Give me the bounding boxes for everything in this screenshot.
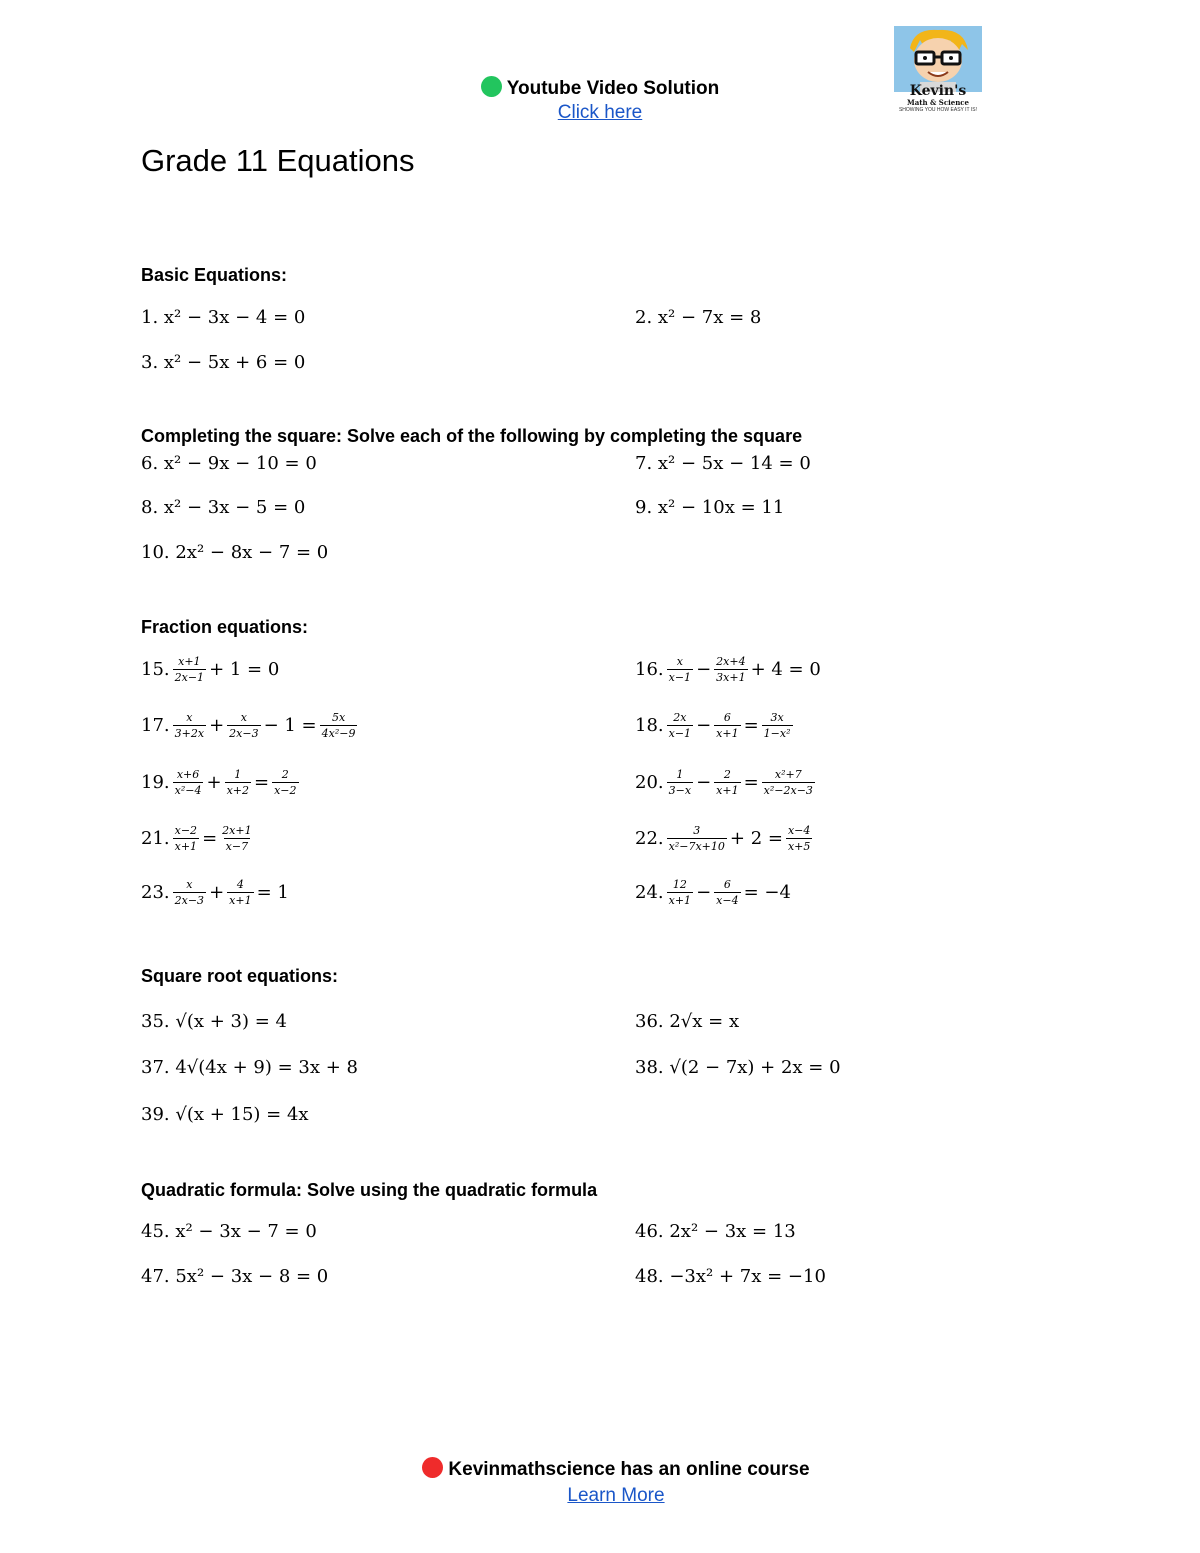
fraction bbox=[714, 879, 740, 906]
equation-16 bbox=[635, 656, 821, 683]
fraction bbox=[714, 769, 740, 796]
fraction bbox=[762, 712, 793, 739]
equation-39: 39. √(x + 15) = 4x bbox=[141, 1104, 309, 1125]
numerator: 2 bbox=[723, 768, 731, 781]
video-solution-line bbox=[0, 76, 1200, 100]
denominator: x+1 bbox=[716, 784, 739, 797]
equation-17 bbox=[141, 712, 360, 739]
numerator: 5x bbox=[331, 711, 346, 724]
denominator: x−1 bbox=[668, 727, 692, 740]
equation-1: 1. x² − 3x − 4 = 0 bbox=[141, 307, 306, 328]
fraction bbox=[173, 769, 204, 796]
equation-8: 8. x² − 3x − 5 = 0 bbox=[141, 497, 306, 518]
operator: − bbox=[696, 881, 712, 903]
learn-more-link[interactable]: Learn More bbox=[567, 1485, 665, 1506]
eq-middle: = bbox=[743, 771, 759, 793]
numerator: 6 bbox=[723, 711, 731, 724]
fraction bbox=[667, 656, 693, 683]
section-sqrt-heading: Square root equations: bbox=[141, 966, 339, 986]
numerator: x bbox=[240, 711, 247, 724]
denominator: x+5 bbox=[787, 840, 811, 853]
denominator: x−4 bbox=[716, 894, 739, 907]
numerator: 2x bbox=[673, 711, 687, 724]
fraction bbox=[227, 712, 260, 739]
denominator: 1−x² bbox=[763, 727, 791, 740]
eq-middle: = bbox=[202, 827, 218, 849]
eq-number: 23. bbox=[141, 881, 170, 903]
eq-middle: − 1 = bbox=[263, 714, 317, 736]
online-course-line bbox=[16, 1457, 1200, 1481]
operator: + bbox=[209, 714, 225, 736]
video-solution-label: Youtube Video Solution bbox=[506, 78, 720, 99]
denominator: x+1 bbox=[229, 894, 252, 907]
denominator: 2x−3 bbox=[229, 727, 259, 740]
eq-number: 24. bbox=[635, 881, 664, 903]
operator: − bbox=[696, 714, 712, 736]
numerator: x bbox=[186, 711, 193, 724]
denominator: x²−7x+10 bbox=[668, 840, 725, 853]
fraction bbox=[320, 712, 358, 739]
section-fraction-heading: Fraction equations: bbox=[141, 617, 309, 637]
equation-18 bbox=[635, 712, 796, 739]
numerator: x bbox=[676, 655, 683, 668]
fraction bbox=[714, 712, 740, 739]
fraction bbox=[786, 825, 812, 852]
numerator: 2 bbox=[281, 768, 289, 781]
denominator: 2x−3 bbox=[174, 894, 205, 907]
fraction bbox=[173, 656, 206, 683]
fraction bbox=[667, 825, 727, 852]
numerator: x−2 bbox=[174, 824, 198, 837]
eq-number: 18. bbox=[635, 714, 664, 736]
numerator: 12 bbox=[672, 878, 687, 891]
equation-7: 7. x² − 5x − 14 = 0 bbox=[635, 453, 811, 474]
eq-rest: + 4 = 0 bbox=[750, 658, 821, 680]
eq-number: 16. bbox=[635, 658, 664, 680]
equation-23 bbox=[141, 879, 289, 906]
numerator: 1 bbox=[234, 768, 242, 781]
denominator: 3−x bbox=[668, 784, 692, 797]
operator: + bbox=[206, 771, 222, 793]
denominator: 4x²−9 bbox=[321, 727, 356, 740]
denominator: x+2 bbox=[226, 784, 249, 797]
section-basic-heading: Basic Equations: bbox=[141, 265, 288, 285]
fraction bbox=[173, 712, 206, 739]
fraction bbox=[173, 879, 206, 906]
eq-rest: + 1 = 0 bbox=[209, 658, 280, 680]
eq-number: 22. bbox=[635, 827, 664, 849]
eq-rest: = −4 bbox=[743, 881, 791, 903]
logo-name: Kevin's bbox=[909, 83, 967, 99]
section-quadratic-heading: Quadratic formula: Solve using the quadratic formula bbox=[141, 1180, 598, 1200]
fraction bbox=[220, 825, 253, 852]
numerator: x²+7 bbox=[774, 768, 802, 781]
denominator: 2x−1 bbox=[174, 671, 205, 684]
equation-10: 10. 2x² − 8x − 7 = 0 bbox=[141, 542, 329, 563]
kevins-logo bbox=[880, 26, 996, 116]
eq-number: 21. bbox=[141, 827, 170, 849]
equation-45: 45. x² − 3x − 7 = 0 bbox=[141, 1221, 317, 1242]
denominator: x−7 bbox=[225, 840, 249, 853]
equation-2: 2. x² − 7x = 8 bbox=[635, 307, 762, 328]
page-title: Grade 11 Equations bbox=[141, 143, 415, 178]
equation-20 bbox=[635, 769, 818, 796]
green-dot-icon bbox=[481, 76, 502, 97]
numerator: x−4 bbox=[787, 824, 811, 837]
denominator: 3+2x bbox=[174, 727, 205, 740]
numerator: 2x+4 bbox=[716, 655, 746, 668]
eq-number: 17. bbox=[141, 714, 170, 736]
equation-35: 35. √(x + 3) = 4 bbox=[141, 1011, 287, 1032]
denominator: x²−4 bbox=[174, 784, 202, 797]
equation-21 bbox=[141, 825, 257, 852]
numerator: 6 bbox=[723, 878, 731, 891]
eq-middle: + 2 = bbox=[729, 827, 783, 849]
online-course-label: Kevinmathscience has an online course bbox=[448, 1459, 810, 1480]
denominator: x+1 bbox=[668, 894, 692, 907]
eq-number: 19. bbox=[141, 771, 170, 793]
fraction bbox=[227, 879, 253, 906]
operator: − bbox=[696, 658, 712, 680]
logo-tagline: SHOWING YOU HOW EASY IT IS! bbox=[898, 107, 978, 113]
red-dot-icon bbox=[422, 1457, 443, 1478]
equation-38: 38. √(2 − 7x) + 2x = 0 bbox=[635, 1057, 841, 1078]
equation-15 bbox=[141, 656, 279, 683]
equation-9: 9. x² − 10x = 11 bbox=[635, 497, 785, 518]
fraction bbox=[225, 769, 251, 796]
equation-24 bbox=[635, 879, 791, 906]
equation-37: 37. 4√(4x + 9) = 3x + 8 bbox=[141, 1057, 359, 1078]
fraction bbox=[667, 712, 693, 739]
equation-3: 3. x² − 5x + 6 = 0 bbox=[141, 352, 306, 373]
eq-rest: = 1 bbox=[256, 881, 289, 903]
eq-number: 20. bbox=[635, 771, 664, 793]
equation-19 bbox=[141, 769, 302, 796]
numerator: x+6 bbox=[176, 768, 200, 781]
equation-36: 36. 2√x = x bbox=[635, 1011, 740, 1032]
numerator: x+1 bbox=[178, 655, 201, 668]
denominator: x²−2x−3 bbox=[763, 784, 813, 797]
equation-6: 6. x² − 9x − 10 = 0 bbox=[141, 453, 317, 474]
numerator: x bbox=[186, 878, 193, 891]
denominator: 3x+1 bbox=[716, 671, 746, 684]
fraction bbox=[667, 769, 693, 796]
equation-46: 46. 2x² − 3x = 13 bbox=[635, 1221, 796, 1242]
eq-middle: = bbox=[743, 714, 759, 736]
fraction bbox=[762, 769, 815, 796]
operator: + bbox=[209, 881, 225, 903]
numerator: 4 bbox=[236, 878, 244, 891]
fraction bbox=[667, 879, 693, 906]
equation-48: 48. −3x² + 7x = −10 bbox=[635, 1266, 826, 1287]
section-completing-heading: Completing the square: Solve each of the following by completing the square bbox=[141, 426, 803, 446]
fraction bbox=[714, 656, 747, 683]
eq-middle: = bbox=[254, 771, 270, 793]
denominator: x−2 bbox=[274, 784, 297, 797]
eq-number: 15. bbox=[141, 658, 170, 680]
click-here-link[interactable]: Click here bbox=[557, 102, 643, 123]
numerator: 1 bbox=[676, 768, 684, 781]
fraction bbox=[173, 825, 199, 852]
denominator: x−1 bbox=[668, 671, 692, 684]
fraction bbox=[272, 769, 298, 796]
numerator: 3 bbox=[693, 824, 701, 837]
logo-subtitle: Math & Science bbox=[906, 98, 970, 107]
numerator: 3x bbox=[770, 711, 784, 724]
equation-22 bbox=[635, 825, 815, 852]
equation-47: 47. 5x² − 3x − 8 = 0 bbox=[141, 1266, 329, 1287]
operator: − bbox=[696, 771, 712, 793]
denominator: x+1 bbox=[174, 840, 198, 853]
denominator: x+1 bbox=[716, 727, 739, 740]
numerator: 2x+1 bbox=[222, 824, 252, 837]
